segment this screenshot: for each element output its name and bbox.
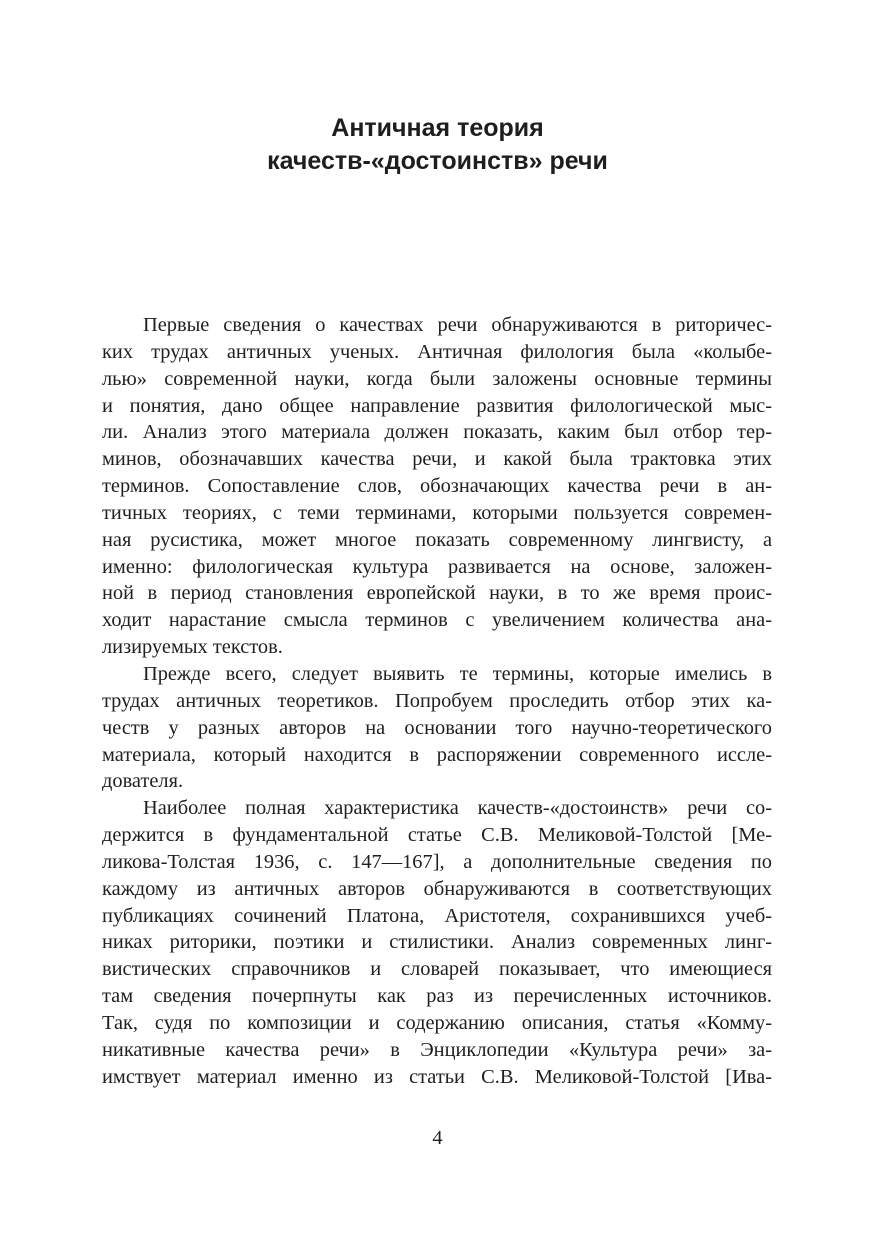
paragraph-3	[102, 795, 772, 1090]
text-line: лью» современной науки, когда были заложены основные термины	[102, 367, 772, 390]
chapter-title-line-1: Античная теория	[331, 114, 544, 142]
text-line: имствует материал именно из статьи С.В. Меликовой-Толстой [Ива-	[102, 1065, 772, 1088]
text-line: минов, обозначавших качества речи, и какой была трактовка этих	[102, 448, 772, 471]
text-line: Наиболее полная характеристика качеств-«достоинств» речи со-	[143, 797, 772, 820]
text-line: никативные качества речи» в Энциклопедии «Культура речи» за-	[102, 1038, 772, 1061]
text-line: честв у разных авторов на основании того научно-теоретического	[102, 716, 772, 739]
text-line: никах риторики, поэтики и стилистики. Анализ современных линг-	[102, 931, 772, 954]
text-line: терминов. Сопоставление слов, обозначающих качества речи в ан-	[102, 475, 772, 498]
text-line: и понятия, дано общее направление развития филологической мыс-	[102, 394, 772, 417]
text-line: публикациях сочинений Платона, Аристотеля, сохранившихся учеб-	[102, 904, 772, 927]
text-line: ходит нарастание смысла терминов с увеличением количества ана-	[102, 609, 772, 632]
text-line: Так, судя по композиции и содержанию описания, статья «Комму-	[102, 1011, 772, 1034]
text-line: тичных теориях, с теми терминами, которыми пользуется современ-	[102, 501, 772, 524]
text-line: вистических справочников и словарей показывает, что имеющиеся	[102, 958, 772, 981]
text-line: ликова-Толстая 1936, с. 147—167], а дополнительные сведения по	[102, 850, 772, 873]
text-line: материала, который находится в распоряжении современного иссле-	[102, 743, 772, 766]
text-line: дователя.	[102, 770, 184, 793]
page-number: 4	[432, 1127, 443, 1149]
text-line: трудах античных теоретиков. Попробуем проследить отбор этих ка-	[102, 689, 772, 712]
text-line: Первые сведения о качествах речи обнаруживаются в риторичес-	[143, 314, 772, 336]
body-text	[102, 312, 772, 1090]
text-line: ная русистика, может многое показать современному лингвисту, а	[102, 528, 772, 551]
text-line: держится в фундаментальной статье С.В. Меликовой-Толстой [Ме-	[102, 824, 772, 847]
chapter-title	[0, 112, 875, 178]
text-line: лизируемых текстов.	[102, 636, 283, 659]
paragraph-1	[102, 312, 772, 661]
text-line: ли. Анализ этого материала должен показать, каким был отбор тер-	[102, 421, 772, 444]
text-line: Прежде всего, следует выявить те термины, которые имелись в	[143, 662, 772, 685]
paragraph-2	[102, 661, 772, 795]
text-line: ких трудах античных ученых. Античная филология была «колыбе-	[102, 340, 772, 363]
text-line: ной в период становления европейской науки, в то же время проис-	[102, 582, 772, 605]
text-line: именно: филологическая культура развивается на основе, заложен-	[102, 555, 772, 578]
text-line: каждому из античных авторов обнаруживаются в соответствующих	[102, 877, 772, 900]
text-line: там сведения почерпнуты как раз из перечисленных источников.	[102, 985, 772, 1008]
chapter-title-line-2: качеств-«достоинств» речи	[267, 147, 608, 175]
